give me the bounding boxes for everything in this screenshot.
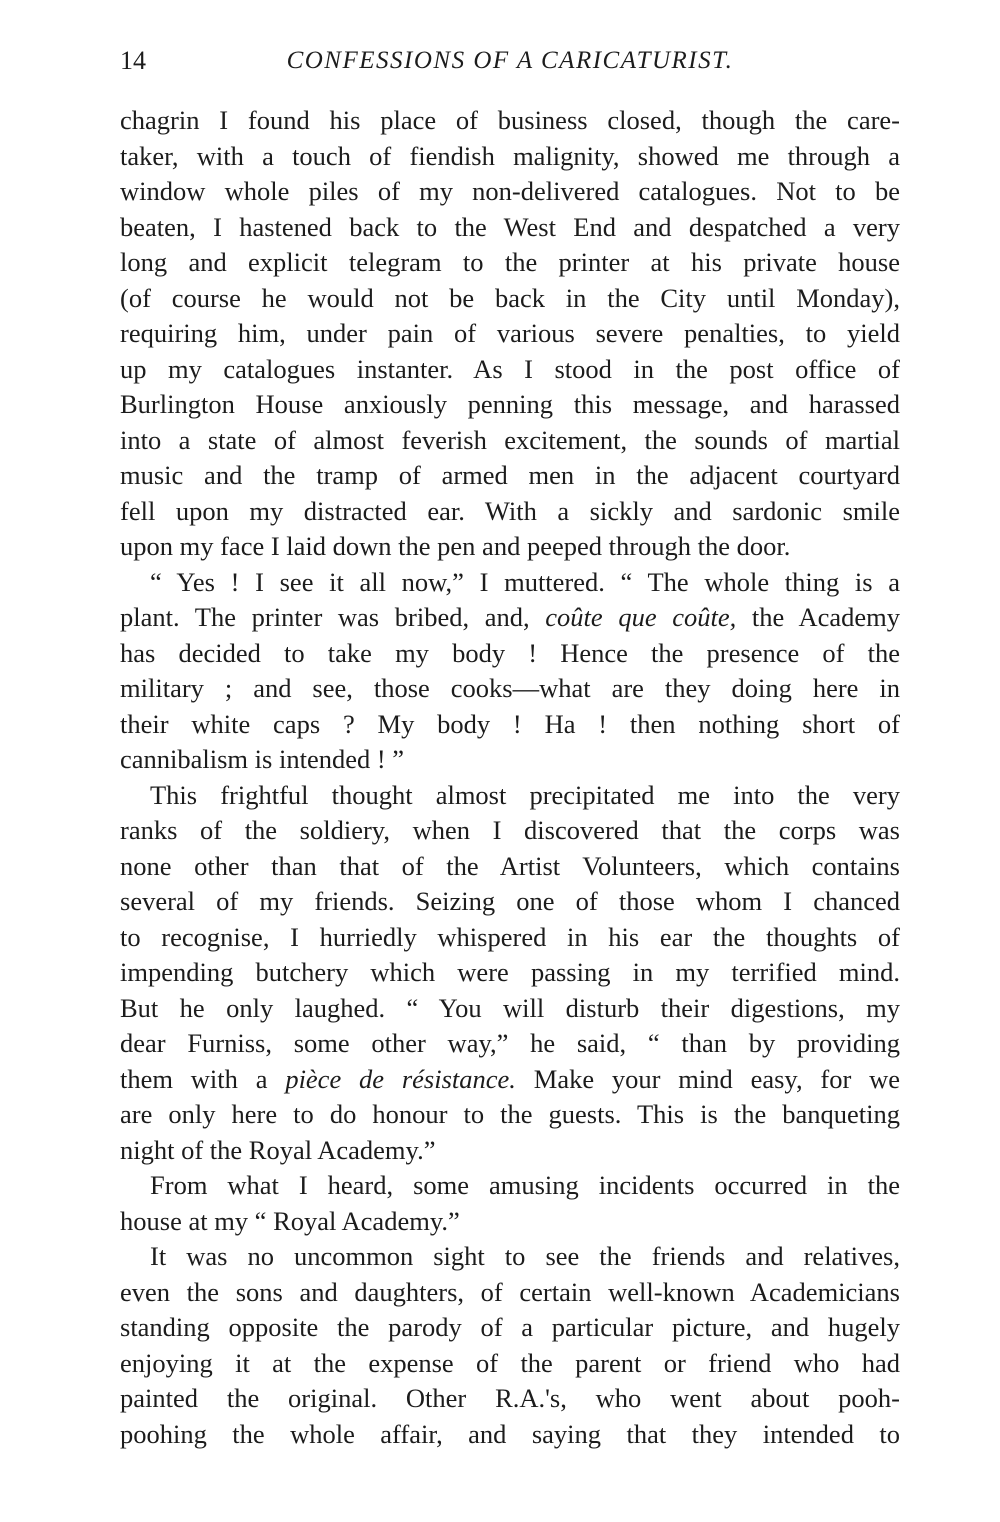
text-line: enjoying it at the expense of the parent or friend who had	[120, 1347, 900, 1378]
page-header	[120, 46, 900, 80]
text-line: military ; and see, those cooks—what are they doing here in	[120, 673, 900, 703]
text-run: the Academy	[736, 602, 900, 632]
italic-phrase: coûte que coûte,	[545, 602, 737, 632]
text-line: are only here to do honour to the guests. This is the banqueting	[120, 1099, 900, 1129]
italic-phrase: pièce de résistance.	[285, 1063, 516, 1094]
text-line: window whole piles of my non-delivered catalogues. Not to be	[120, 176, 900, 206]
text-line: chagrin I found his place of business closed, though the care-	[120, 105, 900, 135]
page-number: 14	[120, 46, 146, 75]
text-line: requiring him, under pain of various severe penalties, to yield	[120, 318, 900, 348]
text-run: them with a	[120, 1063, 286, 1094]
text-line: From what I heard, some amusing incidents occurred in the	[150, 1170, 900, 1200]
text-line: long and explicit telegram to the printer at his private house	[120, 247, 900, 277]
text-run: Make your mind easy, for we	[515, 1063, 900, 1094]
text-line: into a state of almost feverish excitement, the sounds of martial	[120, 424, 900, 455]
text-line: their white caps ? My body ! Ha ! then nothing short of	[120, 708, 900, 739]
text-line	[120, 1062, 900, 1098]
text-line: several of my friends. Seizing one of those whom I chanced	[120, 886, 900, 916]
text-line: beaten, I hastened back to the West End and despatched a very	[120, 211, 900, 242]
text-line: cannibalism is intended ! ”	[120, 744, 405, 774]
text-line: has decided to take my body ! Hence the presence of the	[120, 637, 900, 668]
text-line: Burlington House anxiously penning this message, and harassed	[120, 389, 900, 419]
text-line: dear Furniss, some other way,” he said, “ than by providing	[120, 1028, 900, 1058]
text-line: poohing the whole affair, and saying that they intended to	[120, 1418, 900, 1449]
text-line: standing opposite the parody of a particular picture, and hugely	[120, 1312, 900, 1342]
text-line	[120, 600, 900, 636]
text-line: none other than that of the Artist Volunteers, which contains	[120, 850, 900, 881]
body-text	[120, 103, 900, 1452]
text-line: even the sons and daughters, of certain well-known Academicians	[120, 1276, 900, 1307]
text-line: It was no uncommon sight to see the friends and relatives,	[150, 1241, 900, 1271]
text-line: painted the original. Other R.A.'s, who went about pooh-	[120, 1383, 900, 1413]
text-line: music and the tramp of armed men in the adjacent courtyard	[120, 460, 900, 490]
text-line: house at my “ Royal Academy.”	[120, 1205, 460, 1236]
text-line: taker, with a touch of fiendish malignity, showed me through a	[120, 140, 900, 171]
text-run: plant. The printer was bribed, and,	[120, 602, 546, 632]
text-line: upon my face I laid down the pen and peeped through the door.	[120, 531, 791, 561]
text-line: ranks of the soldiery, when I discovered that the corps was	[120, 815, 900, 845]
text-line: to recognise, I hurriedly whispered in his ear the thoughts of	[120, 921, 900, 952]
text-line: impending butchery which were passing in my terrified mind.	[120, 957, 900, 987]
text-line: fell upon my distracted ear. With a sickly and sardonic smile	[120, 495, 900, 526]
text-line: But he only laughed. “ You will disturb their digestions, my	[120, 992, 900, 1023]
running-title: CONFESSIONS OF A CARICATURIST.	[286, 47, 734, 74]
text-line: up my catalogues instanter. As I stood in the post office of	[120, 353, 900, 384]
text-line: This frightful thought almost precipitated me into the very	[150, 779, 900, 810]
text-line: (of course he would not be back in the City until Monday),	[120, 282, 900, 313]
text-line: “ Yes ! I see it all now,” I muttered. “ The whole thing is a	[150, 566, 900, 597]
text-line: night of the Royal Academy.”	[120, 1134, 436, 1165]
